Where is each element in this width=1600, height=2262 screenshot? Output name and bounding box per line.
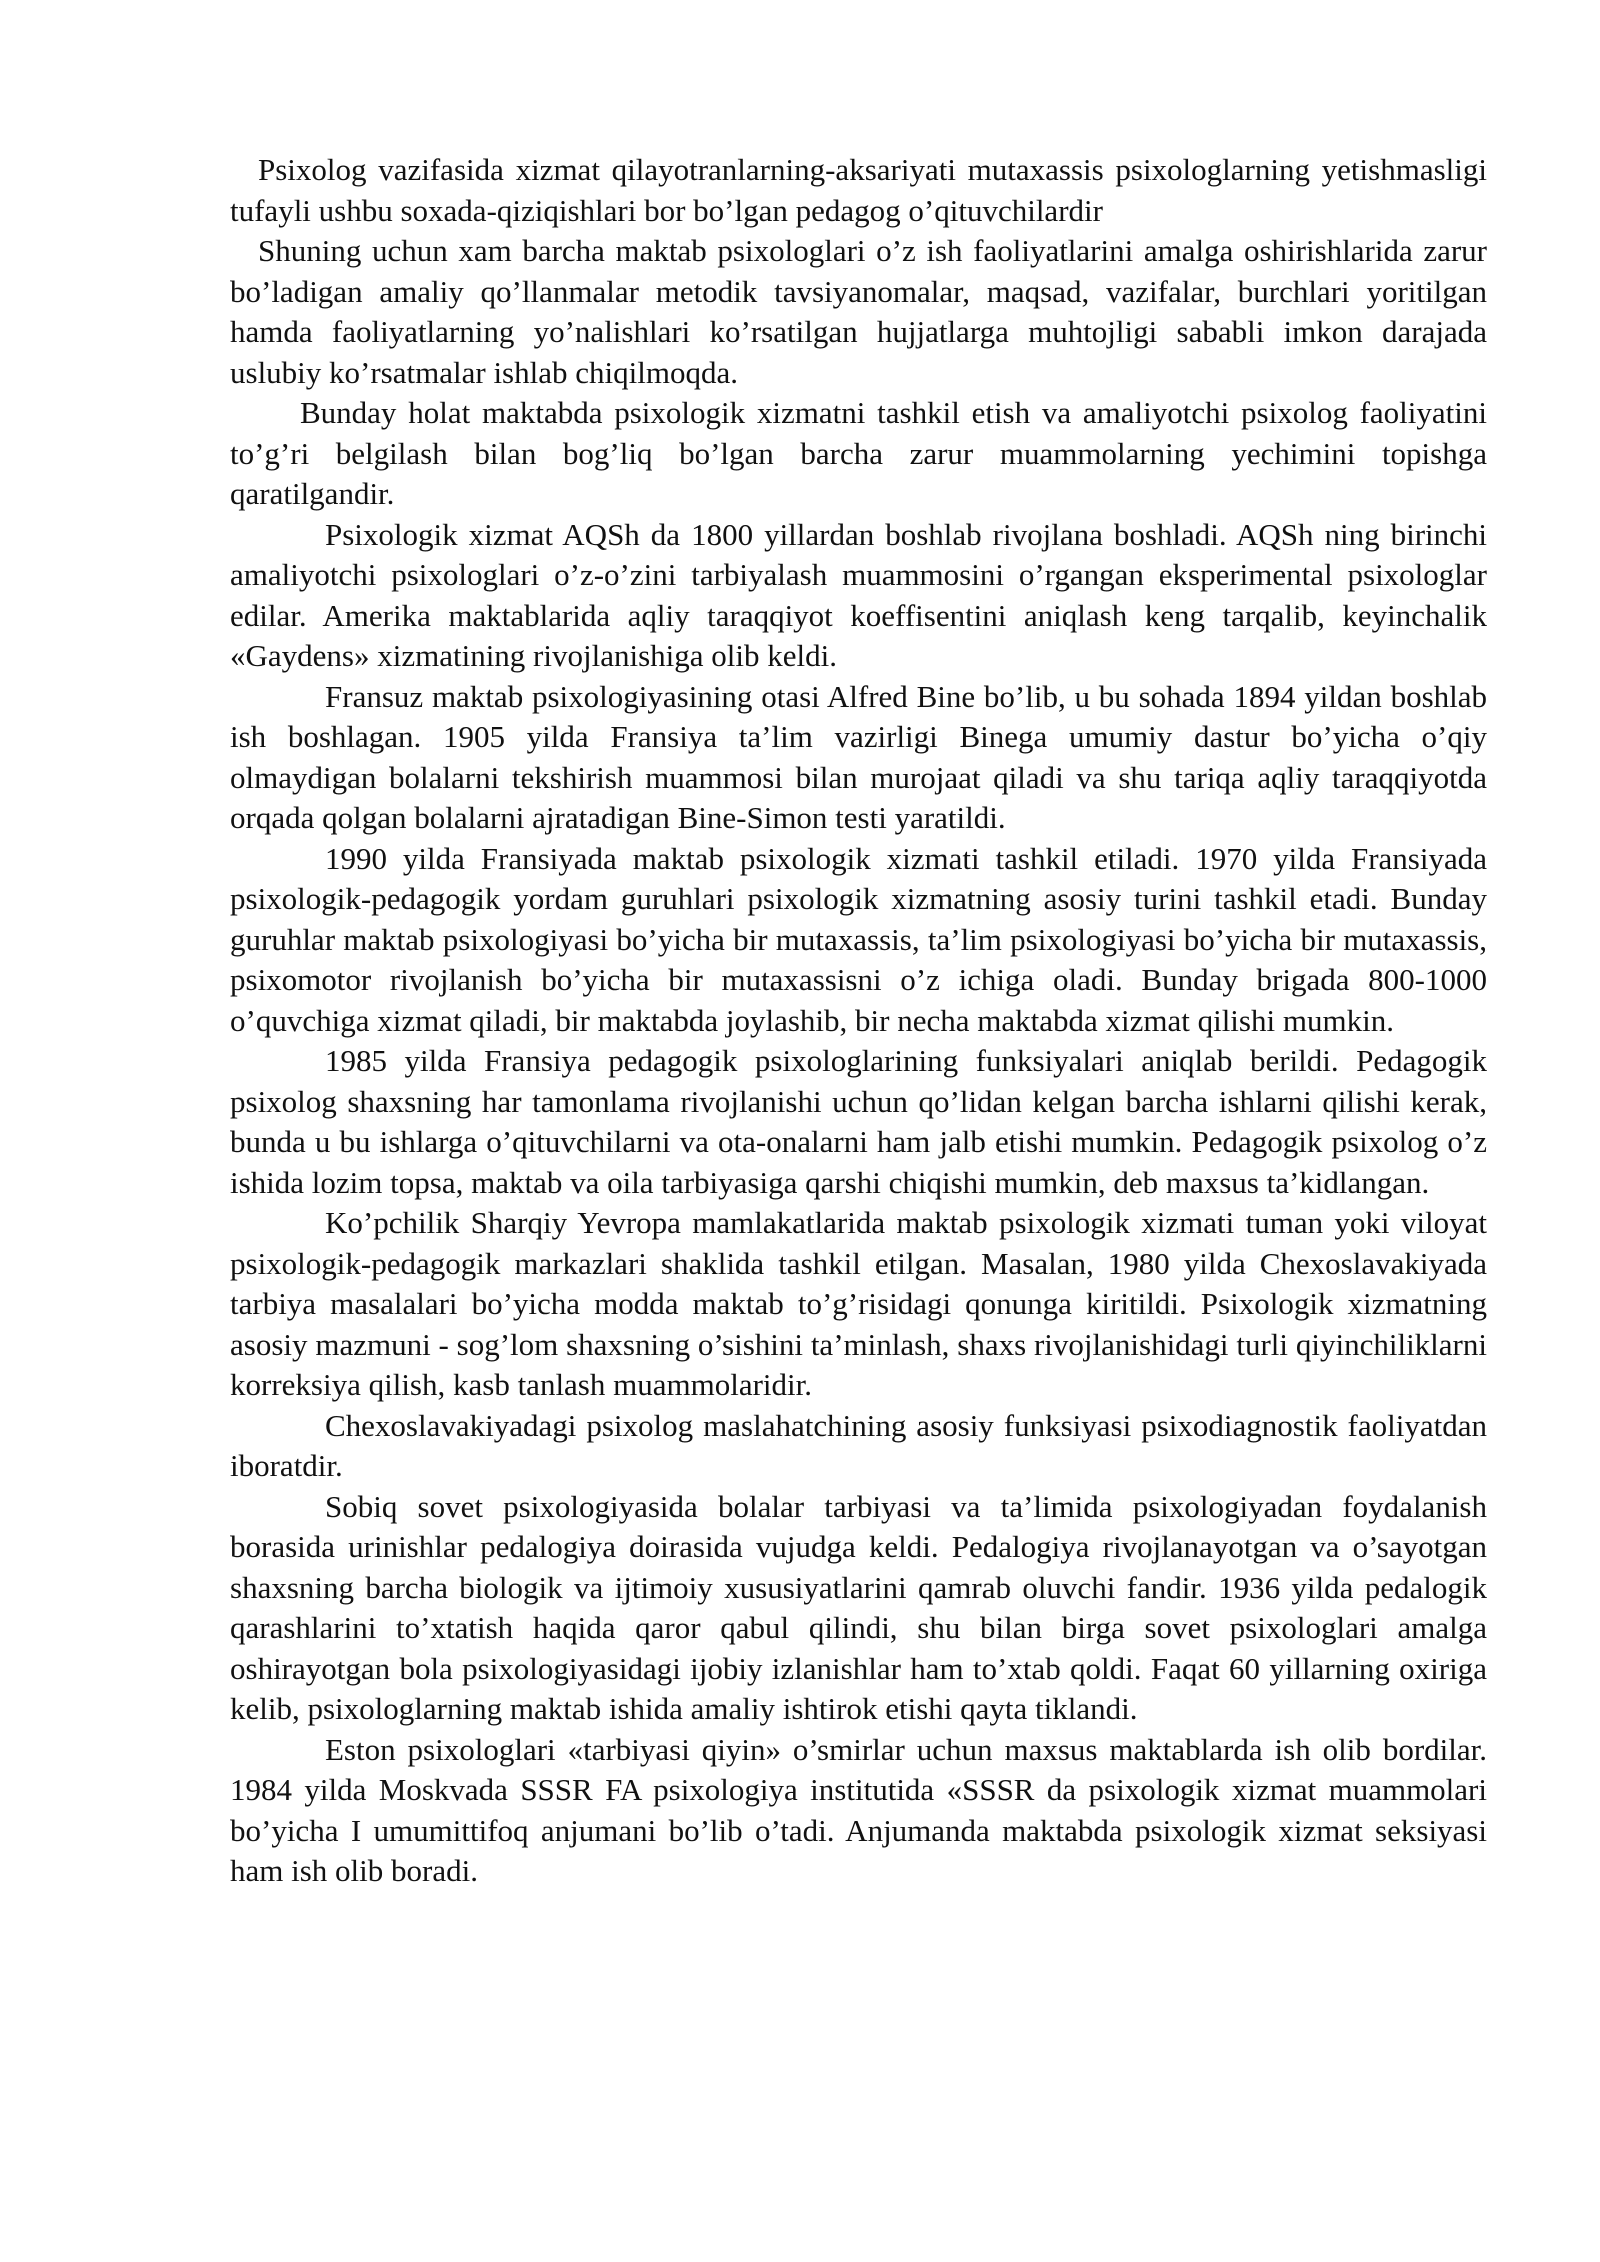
- paragraph: 1985 yilda Fransiya pedagogik psixologlarining funksiyalari aniqlab berildi. Pedagogik psixolog shaxsning har tamonlama rivojlanishi uchun qo’lidan kelgan barcha ishlarni qilishi kerak, bunda u bu ishlarga o’qituvchilarni va ota-onalarni ham jalb etishi mumkin. Pedagogik psixolog o’z ishida lozim topsa, maktab va oila tarbiyasiga qarshi chiqishi mumkin, deb maxsus ta’kidlangan.: [230, 1043, 1487, 1200]
- document-body: [230, 150, 1487, 1892]
- paragraph: Ko’pchilik Sharqiy Yevropa mamlakatlarida maktab psixologik xizmati tuman yoki viloyat psixologik-pedagogik markazlari shaklida tashkil etilgan. Masalan, 1980 yilda Chexoslavakiyada tarbiya masalalari bo’yicha modda maktab to’g’risidagi qonunga kiritildi. Psixologik xizmatning asosiy mazmuni - sog’lom shaxsning o’sishini ta’minlash, shaxs rivojlanishidagi turli qiyinchiliklarni korreksiya qilish, kasb tanlash muammolaridir.: [230, 1205, 1487, 1402]
- paragraph: Fransuz maktab psixologiyasining otasi Alfred Bine bo’lib, u bu sohada 1894 yildan boshlab ish boshlagan. 1905 yilda Fransiya ta’lim vazirligi Binega umumiy dastur bo’yicha o’qiy olmaydigan bolalarni tekshirish muammosi bilan murojaat qiladi va shu tariqa aqliy taraqqiyotda orqada qolgan bolalarni ajratadigan Bine-Simon testi yaratildi.: [230, 678, 1487, 835]
- paragraph: 1990 yilda Fransiyada maktab psixologik xizmati tashkil etiladi. 1970 yilda Fransiyada psixologik-pedagogik yordam guruhlari psixologik xizmatning asosiy turini tashkil etadi. Bunday guruhlar maktab psixologiyasi bo’yicha bir mutaxassis, ta’lim psixologiyasi bo’yicha bir mutaxassis, psixomotor rivojlanish bo’yicha bir mutaxassisni o’z ichiga oladi. Bunday brigada 800-1000 o’quvchiga xizmat qiladi, bir maktabda joylashib, bir necha maktabda xizmat qilishi mumkin.: [230, 840, 1487, 1038]
- paragraph: Psixologik xizmat AQSh da 1800 yillardan boshlab rivojlana boshladi. AQSh ning birinchi amaliyotchi psixologlari o’z-o’zini tarbiyalash muammosini o’rgangan eksperimental psixologlar edilar. Amerika maktablarida aqliy taraqqiyot koeffisentini aniqlash keng tarqalib, keyinchalik «Gaydens» xizmatining rivojlanishiga olib keldi.: [230, 516, 1487, 673]
- paragraph: Eston psixologlari «tarbiyasi qiyin» o’smirlar uchun maxsus maktablarda ish olib bordilar. 1984 yilda Moskvada SSSR FA psixologiya institutida «SSSR da psixologik xizmat muammolari bo’yicha I umumittifoq anjumani bo’lib o’tadi. Anjumanda maktabda psixologik xizmat seksiyasi ham ish olib boradi.: [230, 1731, 1487, 1888]
- paragraph: Chexoslavakiyadagi psixolog maslahatchining asosiy funksiyasi psixodiagnostik faoliyatdan iboratdir.: [230, 1407, 1487, 1483]
- paragraph: Bunday holat maktabda psixologik xizmatni tashkil etish va amaliyotchi psixolog faoliyatini to’g’ri belgilash bilan bog’liq bo’lgan barcha zarur muammolarning yechimini topishga qaratilgandir.: [230, 395, 1487, 511]
- paragraph: Sobiq sovet psixologiyasida bolalar tarbiyasi va ta’limida psixologiyadan foydalanish borasida urinishlar pedalogiya doirasida vujudga keldi. Pedalogiya rivojlanayotgan va o’sayotgan shaxsning barcha biologik va ijtimoiy xususiyatlarini qamrab oluvchi fandir. 1936 yilda pedalogik qarashlarini to’xtatish haqida qaror qabul qilindi, shu bilan birga sovet psixologlari amalga oshirayotgan bola psixologiyasidagi ijobiy izlanishlar ham to’xtab qoldi. Faqat 60 yillarning oxiriga kelib, psixologlarning maktab ishida amaliy ishtirok etishi qayta tiklandi.: [230, 1488, 1487, 1726]
- paragraph: Psixolog vazifasida xizmat qilayotranlarning-aksariyati mutaxassis psixologlarning yetishmasligi tufayli ushbu soxada-qiziqishlari bor bo’lgan pedagog o’qituvchilardir: [230, 152, 1487, 228]
- paragraph: Shuning uchun xam barcha maktab psixologlari o’z ish faoliyatlarini amalga oshirishlarida zarur bo’ladigan amaliy qo’llanmalar metodik tavsiyanomalar, maqsad, vazifalar, burchlari yoritilgan hamda faoliyatlarning yo’nalishlari ko’rsatilgan hujjatlarga muhtojligi sababli imkon darajada uslubiy ko’rsatmalar ishlab chiqilmoqda.: [230, 233, 1487, 390]
